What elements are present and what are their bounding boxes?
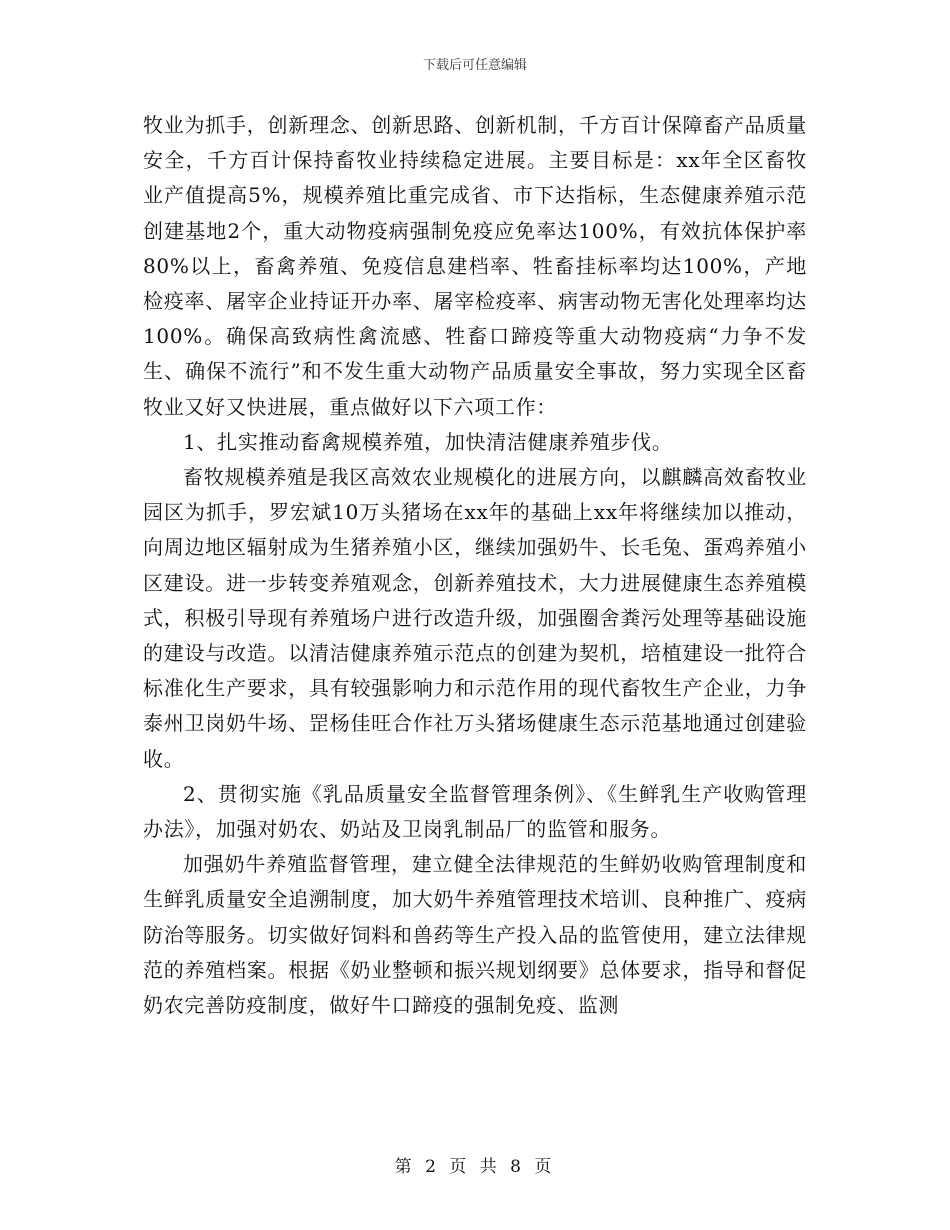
paragraph-5: 加强奶牛养殖监督管理，建立健全法律规范的生鲜奶收购管理制度和生鲜乳质量安全追溯制度，加大奶牛养殖管理技术培训、良种推广、疫病防治等服务。切实做好饲料和兽药等生产投入品的监管使用，建立法律规范的养殖档案。根据《奶业整顿和振兴规划纲要》总体要求，指导和督促奶农完善防疫制度，做好牛口蹄疫的强制免疫、监测: [143, 852, 807, 1018]
paragraph-3: 畜牧规模养殖是我区高效农业规模化的进展方向，以麒麟高效畜牧业园区为抓手，罗宏斌10万头猪场在xx年的基础上xx年将继续加以推动，向周边地区辐射成为生猪养殖小区，继续加强奶牛、长毛兔、蛋鸡养殖小区建设。进一步转变养殖观念，创新养殖技术，大力进展健康生态养殖模式，积极引导现有养殖场户进行改造升级，加强圈舍粪污处理等基础设施的建设与改造。以清洁健康养殖示范点的创建为契机，培植建设一批符合标准化生产要求，具有较强影响力和示范作用的现代畜牧生产企业，力争泰州卫岗奶牛场、罡杨佳旺合作社万头猪场健康生态示范基地通过创建验收。: [143, 465, 807, 771]
paragraph-2-heading: 1、扎实推动畜禽规模养殖，加快清洁健康养殖步伐。: [183, 429, 673, 454]
document-body: [143, 108, 807, 1023]
paragraph-4-heading: 2、贯彻实施《乳品质量安全监督管理条例》、《生鲜乳生产收购管理办法》，加强对奶农、奶站及卫岗乳制品厂的监管和服务。: [143, 781, 807, 842]
page-number: 第 2 页 共 8 页: [394, 1157, 556, 1177]
paragraph-1: 牧业为抓手，创新理念、创新思路、创新机制，千方百计保障畜产品质量安全，千方百计保持畜牧业持续稳定进展。主要目标是：xx年全区畜牧业产值提高5%，规模养殖比重完成省、市下达指标，生态健康养殖示范创建基地2个，重大动物疫病强制免疫应免率达100%，有效抗体保护率80%以上，畜禽养殖、免疫信息建档率、牲畜挂标率均达100%，产地检疫率、屠宰企业持证开办率、屠宰检疫率、病害动物无害化处理率均达100%。确保高致病性禽流感、牲畜口蹄疫等重大动物疫病“力争不发生、确保不流行”和不发生重大动物产品质量安全事故，努力实现全区畜牧业又好又快进展，重点做好以下六项工作：: [143, 113, 807, 419]
page-header: 下载后可任意编辑: [422, 58, 527, 73]
